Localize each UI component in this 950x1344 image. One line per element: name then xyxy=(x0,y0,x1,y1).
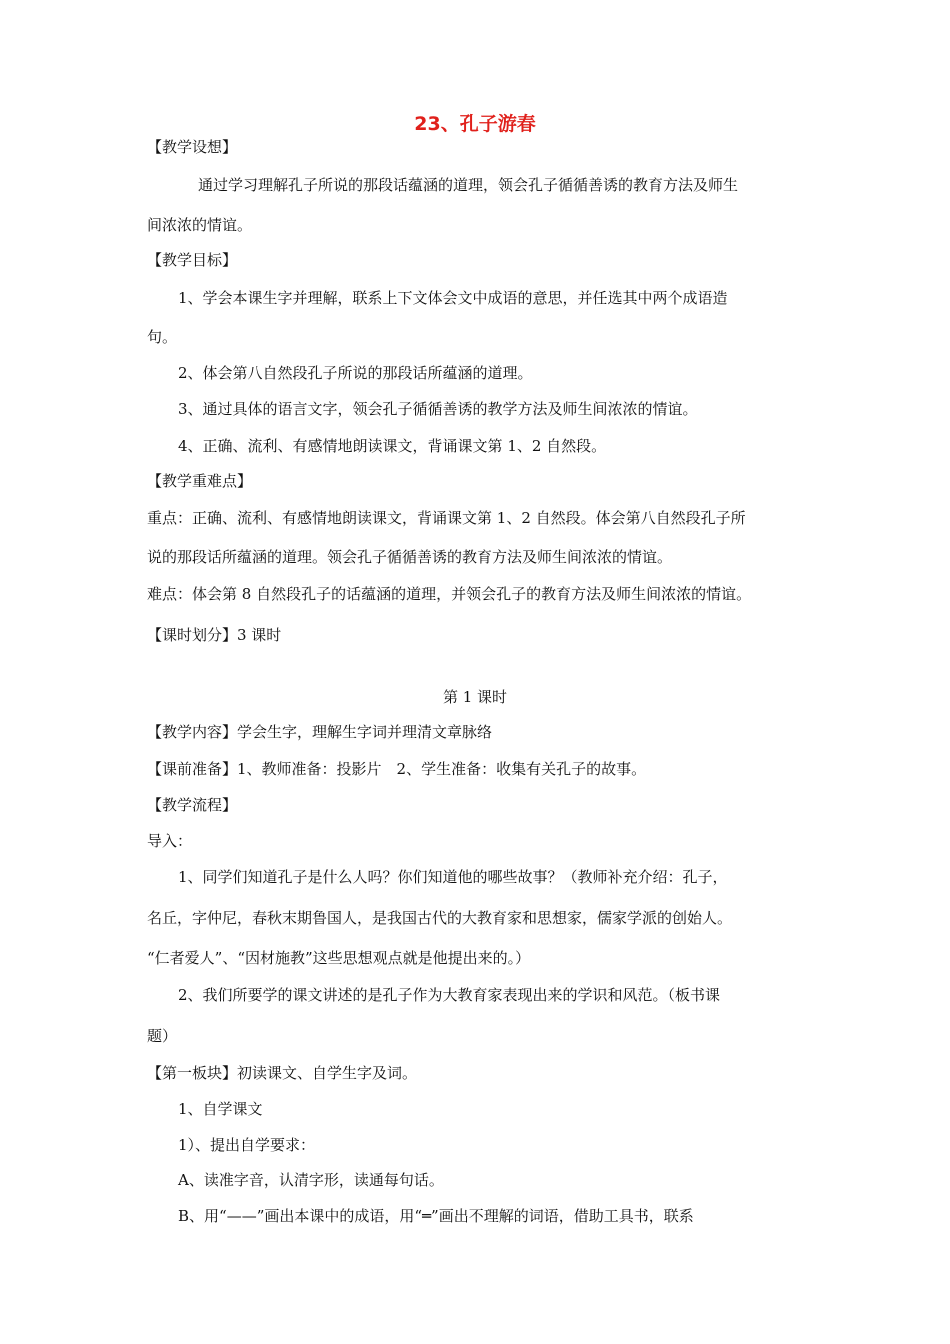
goal-item-4: 4、正确、流利、有感情地朗读课文，背诵课文第 1、2 自然段。 xyxy=(178,437,607,455)
paragraph-line: “仁者爱人”、“因材施教”这些思想观点就是他提出来的。） xyxy=(147,949,531,967)
intro-item-2: 2、我们所要学的课文讲述的是孔子作为大教育家表现出来的学识和风范。（板书课 xyxy=(178,986,721,1004)
lesson-subtitle: 第 1 课时 xyxy=(442,688,508,706)
goal-item-3: 3、通过具体的语言文字，领会孔子循循善诱的教学方法及师生间浓浓的情谊。 xyxy=(178,400,698,418)
paragraph-line: 名丘，字仲尼，春秋末期鲁国人，是我国古代的大教育家和思想家，儒家学派的创始人。 xyxy=(147,909,733,927)
document-title: 23、孔子游春 xyxy=(414,113,536,135)
section-heading-class-hours: 【课时划分】3 课时 xyxy=(147,626,282,644)
goal-item-2: 2、体会第八自然段孔子所说的那段话所蕴涵的道理。 xyxy=(178,364,533,382)
teaching-content-line: 【教学内容】学会生字，理解生字词并理清文章脉络 xyxy=(147,723,493,741)
list-item: 1）、提出自学要求： xyxy=(178,1136,316,1154)
section-heading-block-one: 【第一板块】初读课文、自学生字及词。 xyxy=(147,1064,418,1082)
paragraph-line: 通过学习理解孔子所说的那段话蕴涵的道理，领会孔子循循善诱的教育方法及师生 xyxy=(198,176,739,194)
goal-item-1: 1、学会本课生字并理解，联系上下文体会文中成语的意思，并任选其中两个成语造 xyxy=(178,289,728,307)
intro-label: 导入： xyxy=(147,832,193,850)
list-item: 1、自学课文 xyxy=(178,1100,263,1118)
list-item: A、读准字音，认清字形，读通每句话。 xyxy=(178,1171,444,1189)
difficulty-line: 难点：体会第 8 自然段孔子的话蕴涵的道理，并领会孔子的教育方法及师生间浓浓的情谊。 xyxy=(147,585,752,603)
section-heading-teaching-goals: 【教学目标】 xyxy=(147,251,238,269)
intro-item-1: 1、同学们知道孔子是什么人吗？你们知道他的哪些故事？（教师补充介绍：孔子， xyxy=(178,868,728,886)
preparation-line: 【课前准备】1、教师准备：投影片 2、学生准备：收集有关孔子的故事。 xyxy=(147,760,647,778)
paragraph-line: 说的那段话所蕴涵的道理。领会孔子循循善诱的教育方法及师生间浓浓的情谊。 xyxy=(147,548,673,566)
key-point-line: 重点：正确、流利、有感情地朗读课文，背诵课文第 1、2 自然段。体会第八自然段孔子所 xyxy=(147,509,746,527)
list-item: B、用“——”画出本课中的成语，用“═”画出不理解的词语，借助工具书，联系 xyxy=(178,1207,694,1225)
paragraph-line: 题） xyxy=(147,1027,178,1045)
section-heading-key-points: 【教学重难点】 xyxy=(147,472,253,490)
paragraph-line: 间浓浓的情谊。 xyxy=(147,216,253,234)
paragraph-line: 句。 xyxy=(147,328,178,346)
section-heading-teaching-process: 【教学流程】 xyxy=(147,796,238,814)
section-heading-teaching-idea: 【教学设想】 xyxy=(147,138,238,156)
